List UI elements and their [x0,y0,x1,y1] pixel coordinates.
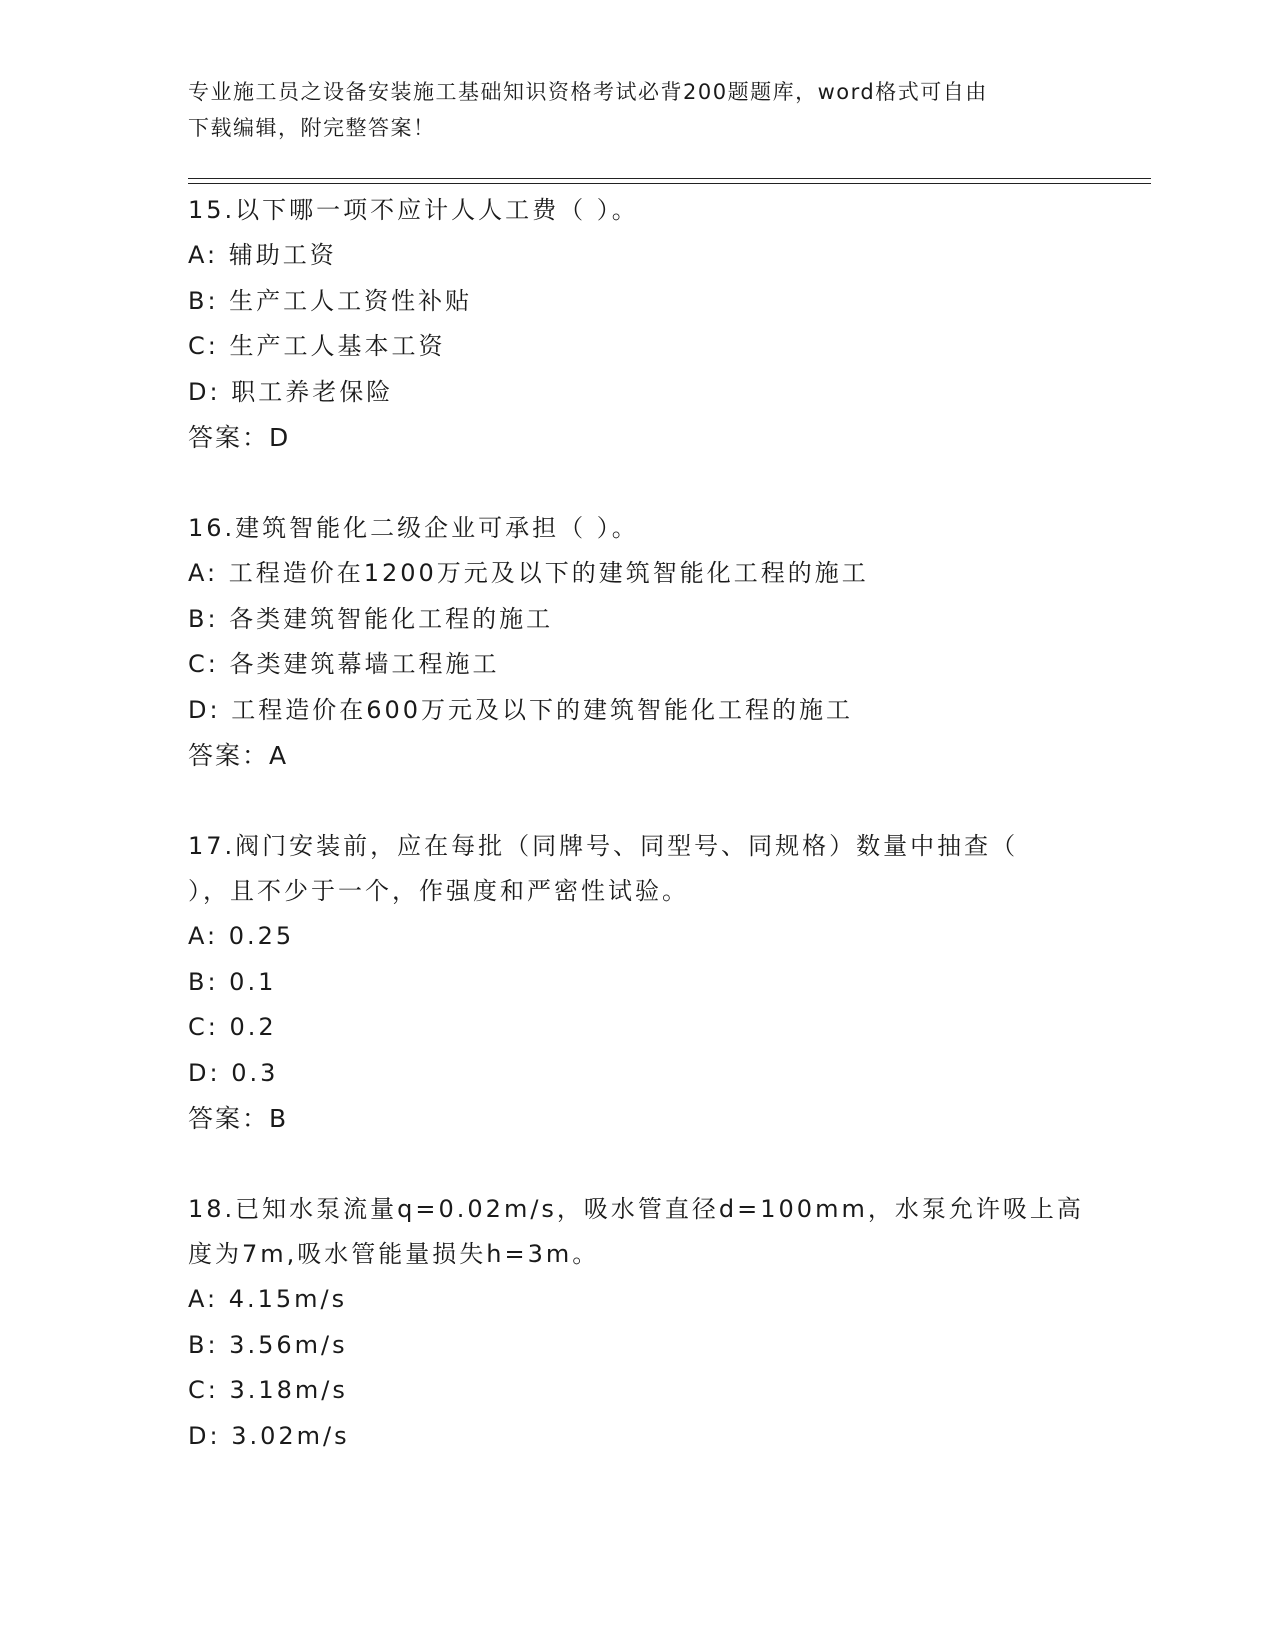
option-b: B: 生产工人工资性补贴 [188,286,473,315]
option-a: A: 4.15m/s [188,1285,348,1313]
option-c: C: 生产工人基本工资 [188,332,446,360]
option-b: B: 3.56m/s [188,1330,348,1359]
option-d: D: 3.02m/s [188,1421,350,1450]
question-stem-line-2: 度为7m,吸水管能量损失h=3m。 [188,1240,600,1268]
question-16 [188,506,1088,778]
question-stem-line-1: 18.已知水泵流量q=0.02m/s，吸水管直径d=100mm，水泵允许吸上高 [188,1195,1084,1223]
option-d: D: 职工养老保险 [188,377,394,406]
option-b: B: 各类建筑智能化工程的施工 [188,604,554,633]
header-rule-bottom [188,183,1151,184]
option-a: A: 0.25 [188,922,295,950]
question-17 [188,824,1088,1141]
option-c: C: 各类建筑幕墙工程施工 [188,650,500,678]
option-a: A: 辅助工资 [188,241,337,269]
answer: 答案：D [188,423,291,452]
question-15 [188,188,1088,460]
option-c: C: 3.18m/s [188,1376,348,1404]
document-header [188,74,1088,146]
answer: 答案：B [188,1104,289,1133]
option-d: D: 工程造价在600万元及以下的建筑智能化工程的施工 [188,695,854,724]
question-stem: 16.建筑智能化二级企业可承担（ ）。 [188,514,639,542]
header-line-1: 专业施工员之设备安装施工基础知识资格考试必背200题题库，word格式可自由 [188,80,988,104]
answer: 答案：A [188,741,289,770]
option-c: C: 0.2 [188,1013,277,1041]
question-18 [188,1187,1088,1459]
option-a: A: 工程造价在1200万元及以下的建筑智能化工程的施工 [188,559,869,587]
header-line-2: 下载编辑，附完整答案！ [188,116,436,140]
question-stem-line-1: 17.阀门安装前，应在每批（同牌号、同型号、同规格）数量中抽查（ [188,832,1019,860]
question-stem: 15.以下哪一项不应计人人工费（ ）。 [188,196,639,224]
option-b: B: 0.1 [188,967,277,996]
question-stem-line-2: ），且不少于一个，作强度和严密性试验。 [188,877,689,905]
option-d: D: 0.3 [188,1058,279,1087]
header-rule-top [188,178,1151,179]
